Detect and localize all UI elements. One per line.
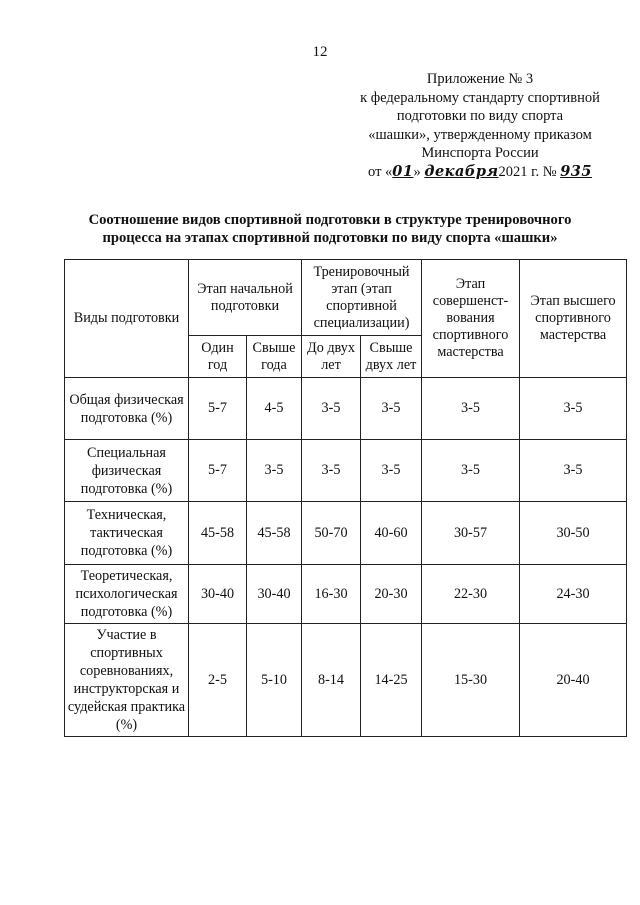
table-cell: 3-5 xyxy=(422,378,520,440)
order-month: декабря xyxy=(424,162,499,180)
table-cell: 3-5 xyxy=(520,440,627,502)
table-cell: 3-5 xyxy=(520,378,627,440)
table-cell: 3-5 xyxy=(247,440,302,502)
subheader-cell: Свыше двух лет xyxy=(361,336,422,378)
header-training-stage: Тренировочный этап (этап спортивной специализации) xyxy=(302,260,422,336)
table-row xyxy=(65,624,627,737)
table-cell: 30-40 xyxy=(189,565,247,624)
table-cell: 22-30 xyxy=(422,565,520,624)
appendix-line: Минспорта России xyxy=(421,145,539,162)
subheader-cell: Один год xyxy=(189,336,247,378)
table-cell: 30-57 xyxy=(422,502,520,565)
subheader-cell: Свыше года xyxy=(247,336,302,378)
table-cell: 4-5 xyxy=(247,378,302,440)
table-cell: 24-30 xyxy=(520,565,627,624)
table-cell: 40-60 xyxy=(361,502,422,565)
table-cell: 14-25 xyxy=(361,624,422,737)
order-date-line xyxy=(330,163,630,182)
appendix-line: «шашки», утвержденному приказом xyxy=(368,126,592,143)
table-cell: 45-58 xyxy=(189,502,247,565)
header-improvement-stage: Этап совершенст-вования спортивного мастерства xyxy=(422,260,520,378)
table-cell: 8-14 xyxy=(302,624,361,737)
row-label: Специальная физическая подготовка (%) xyxy=(65,440,189,502)
appendix-line: Приложение № 3 xyxy=(426,71,534,87)
appendix-block xyxy=(330,70,630,182)
table-cell: 5-7 xyxy=(189,440,247,502)
table-row xyxy=(65,565,627,624)
row-label: Общая физическая подготовка (%) xyxy=(65,378,189,440)
row-label: Теоретическая, психологическая подготовка (%) xyxy=(65,565,189,624)
table-cell: 3-5 xyxy=(302,440,361,502)
date-prefix: от « xyxy=(368,163,393,180)
table-cell: 30-50 xyxy=(520,502,627,565)
document-title xyxy=(60,211,600,247)
order-day: 01 xyxy=(392,162,414,180)
header-highest-stage: Этап высшего спортивного мастерства xyxy=(520,260,627,378)
table-cell: 50-70 xyxy=(302,502,361,565)
table-cell: 3-5 xyxy=(422,440,520,502)
title-line: процесса на этапах спортивной подготовки по виду спорта «шашки» xyxy=(102,230,558,246)
table-cell: 2-5 xyxy=(189,624,247,737)
table-cell: 3-5 xyxy=(361,378,422,440)
row-label: Участие в спортивных соревнованиях, инструкторская и судейская практика (%) xyxy=(65,624,189,737)
row-label: Техническая, тактическая подготовка (%) xyxy=(65,502,189,565)
appendix-line: к федеральному стандарту спортивной xyxy=(360,89,600,106)
table-cell: 20-40 xyxy=(520,624,627,737)
table-cell: 20-30 xyxy=(361,565,422,624)
header-initial-stage: Этап начальной подготовки xyxy=(189,260,302,336)
table-row xyxy=(65,378,627,440)
preparation-ratio-table xyxy=(64,259,627,737)
table-cell: 3-5 xyxy=(302,378,361,440)
table-row xyxy=(65,440,627,502)
page-number: 12 xyxy=(312,44,328,60)
title-line: Соотношение видов спортивной подготовки в структуре тренировочного xyxy=(88,212,572,228)
corner-header: Виды подготовки xyxy=(65,260,189,378)
table-row xyxy=(65,502,627,565)
header-row xyxy=(65,260,627,336)
order-year: 2021 г. № xyxy=(498,163,557,180)
appendix-line: подготовки по виду спорта xyxy=(396,108,564,125)
table-cell: 15-30 xyxy=(422,624,520,737)
table-cell: 16-30 xyxy=(302,565,361,624)
table-cell: 5-10 xyxy=(247,624,302,737)
subheader-cell: До двух лет xyxy=(302,336,361,378)
order-number: 935 xyxy=(560,162,592,180)
table-cell: 45-58 xyxy=(247,502,302,565)
table-cell: 5-7 xyxy=(189,378,247,440)
date-mid: » xyxy=(413,163,421,180)
table-cell: 3-5 xyxy=(361,440,422,502)
table-cell: 30-40 xyxy=(247,565,302,624)
